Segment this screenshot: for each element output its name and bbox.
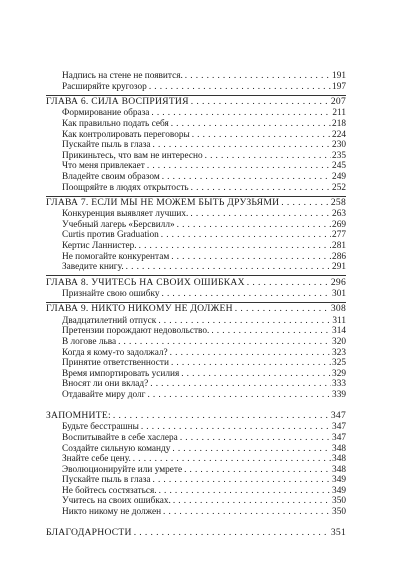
- toc-entry: [46, 140, 346, 151]
- page-number: 350: [332, 496, 346, 507]
- page-number: 197: [332, 81, 346, 92]
- page-number: 301: [332, 289, 346, 300]
- page-number: 235: [332, 150, 346, 161]
- entry-title: Признайте свою ошибку: [62, 289, 160, 300]
- toc-entry: [46, 289, 346, 300]
- toc-entry: [46, 486, 346, 497]
- dot-leader: [163, 507, 331, 518]
- dot-leader: [247, 277, 330, 289]
- dot-leader: [211, 326, 331, 337]
- dot-leader: [171, 119, 331, 130]
- entry-title: Поощряйте в людях открытость: [62, 182, 189, 193]
- page-number: 320: [332, 336, 346, 347]
- toc-entry: [46, 379, 346, 390]
- page-number: 348: [332, 443, 346, 454]
- toc-entry: [46, 390, 346, 401]
- page-number: 211: [332, 108, 346, 119]
- page-number: 218: [332, 118, 346, 129]
- dot-leader: [184, 465, 331, 476]
- entry-title: Заведите книгу.: [62, 262, 124, 273]
- dot-leader: [159, 486, 331, 497]
- entry-title: Когда я кому-то задолжал?: [62, 347, 168, 358]
- page-number: 230: [332, 140, 346, 151]
- page-number: 258: [330, 196, 346, 208]
- dot-leader: [118, 337, 331, 348]
- toc-entry: [46, 444, 346, 455]
- dot-leader: [281, 197, 330, 209]
- entry-title: Как контролировать переговоры: [62, 129, 190, 140]
- dot-leader: [113, 410, 330, 422]
- entry-title: Принятие ответственности: [62, 358, 169, 369]
- toc-entry: [46, 262, 346, 273]
- chapter-title: ГЛАВА 8. УЧИТЕСЬ НА СВОИХ ОШИБКАХ: [46, 276, 245, 288]
- toc-entry: [46, 71, 346, 82]
- toc-entry: [46, 108, 346, 119]
- dot-leader: [149, 82, 331, 93]
- toc-entry: [46, 82, 346, 93]
- dot-leader: [151, 108, 331, 119]
- dot-leader: [133, 454, 331, 465]
- toc-chapter-heading: [46, 410, 346, 423]
- entry-title: Пускайте пыль в глаза: [62, 140, 151, 151]
- page-number: 252: [332, 182, 346, 193]
- toc-entry: [46, 358, 346, 369]
- entry-title: Претензии порождают недовольство.: [62, 326, 210, 337]
- page-number: 329: [332, 368, 346, 379]
- page-number: 224: [332, 129, 346, 140]
- dot-leader: [158, 316, 331, 327]
- page-number: 207: [330, 95, 346, 107]
- toc-entry: [46, 496, 346, 507]
- dot-leader: [134, 527, 330, 539]
- toc-entry: [46, 230, 346, 241]
- toc-entry: [46, 119, 346, 130]
- page-number: 347: [330, 409, 346, 421]
- dot-leader: [171, 358, 331, 369]
- dot-leader: [162, 289, 332, 300]
- toc-entry: [46, 422, 346, 433]
- toc-entry: [46, 151, 346, 162]
- chapter-title: ГЛАВА 7. ЕСЛИ МЫ НЕ МОЖЕМ БЫТЬ ДРУЗЬЯМИ: [46, 196, 280, 208]
- toc-entry: [46, 161, 346, 172]
- toc-entry: [46, 172, 346, 183]
- toc-chapter-heading: [46, 196, 346, 210]
- page-number: 281: [332, 241, 346, 252]
- dot-leader: [205, 151, 331, 162]
- entry-title: Кертис Ланнистер.: [62, 241, 137, 252]
- dot-leader: [181, 369, 331, 380]
- entry-title: Curtis против Graduation: [62, 230, 159, 241]
- page-number: 191: [332, 71, 346, 81]
- page-number: 296: [330, 276, 346, 288]
- dot-leader: [161, 230, 331, 241]
- dot-leader: [192, 130, 331, 141]
- page-number: 286: [332, 251, 346, 262]
- dot-leader: [170, 348, 331, 359]
- dot-leader: [173, 496, 331, 507]
- toc-entry: [46, 465, 346, 476]
- entry-title: Не помогайте конкурентам: [62, 251, 170, 262]
- page-number: 348: [332, 454, 346, 465]
- page-number: 347: [332, 422, 346, 433]
- chapter-title: ГЛАВА 9. НИКТО НИКОМУ НЕ ДОЛЖЕН: [46, 303, 233, 315]
- entry-title: Владейте своим образом: [62, 171, 160, 182]
- entry-title: Никто никому не должен: [62, 507, 162, 518]
- dot-leader: [153, 140, 332, 151]
- entry-title: Прикиньтесь, что вам не интересно: [62, 150, 203, 161]
- page-number: 269: [332, 219, 346, 230]
- entry-title: Воспитывайте в себе хаслера: [62, 432, 178, 443]
- toc-entry: [46, 316, 346, 327]
- entry-title: Создайте сильную команду: [62, 443, 171, 454]
- dot-leader: [172, 444, 331, 455]
- page-number: 249: [332, 171, 346, 182]
- page-number: 350: [332, 507, 346, 518]
- entry-title: Что меня привлекает: [62, 161, 145, 172]
- entry-title: Учитесь на своих ошибках.: [62, 496, 171, 507]
- page-number: 347: [332, 432, 346, 443]
- page-number: 339: [332, 389, 346, 400]
- entry-title: Как правильно подать себя: [62, 118, 169, 129]
- toc-entry: [46, 454, 346, 465]
- toc-chapter-heading: [46, 95, 346, 109]
- chapter-title: ГЛАВА 6. СИЛА ВОСПРИЯТИЯ: [46, 95, 189, 107]
- toc-entry: [46, 130, 346, 141]
- toc-entry: [46, 183, 346, 194]
- toc-entry: [46, 252, 346, 263]
- page-number: 325: [332, 358, 346, 369]
- page-number: 323: [332, 347, 346, 358]
- toc-entry: [46, 209, 346, 220]
- entry-title: Формирование образа: [62, 108, 150, 119]
- toc-entry: [46, 369, 346, 380]
- page-number: 351: [330, 527, 346, 539]
- page-number: 291: [332, 262, 346, 273]
- entry-title: Знайте себе цену.: [62, 454, 131, 465]
- chapter-title: ЗАПОМНИТЕ:: [46, 409, 111, 421]
- entry-title: Будьте бесстрашны: [62, 422, 139, 433]
- dot-leader: [191, 96, 330, 108]
- toc-entry: [46, 475, 346, 486]
- entry-title: Двадцатилетний отпуск: [62, 315, 157, 326]
- entry-title: Пускайте пыль в глаза: [62, 475, 151, 486]
- dot-leader: [177, 220, 331, 231]
- page-number: 349: [332, 485, 346, 496]
- dot-leader: [191, 183, 331, 194]
- entry-title: В логове льва: [62, 336, 117, 347]
- toc-entry: [46, 348, 346, 359]
- dot-leader: [153, 475, 332, 486]
- dot-leader: [150, 379, 331, 390]
- dot-leader: [139, 241, 331, 252]
- entry-title: Не бойтесь состязаться.: [62, 485, 157, 496]
- entry-title: Отдавайте миру долг: [62, 389, 146, 400]
- dot-leader: [171, 252, 331, 263]
- dot-leader: [190, 209, 331, 220]
- dot-leader: [126, 262, 331, 273]
- dot-leader: [147, 390, 331, 401]
- entry-title: Надпись на стене не появится.: [62, 71, 183, 81]
- dot-leader: [162, 172, 331, 183]
- toc-entry: [46, 326, 346, 337]
- toc-chapter-heading: [46, 527, 346, 540]
- toc-entry: [46, 220, 346, 231]
- toc-chapter-heading: [46, 275, 346, 289]
- page-number: 348: [332, 464, 346, 475]
- toc-entry: [46, 337, 346, 348]
- toc-entry: [46, 241, 346, 252]
- toc-entry: [46, 433, 346, 444]
- page-number: 311: [332, 315, 346, 326]
- toc-entry: [46, 507, 346, 518]
- dot-leader: [185, 71, 331, 82]
- page-number: 263: [332, 209, 346, 220]
- dot-leader: [235, 303, 330, 315]
- page-number: 314: [332, 326, 346, 337]
- dot-leader: [180, 433, 331, 444]
- toc-chapter-heading: [46, 302, 346, 316]
- page-number: 277: [332, 230, 346, 241]
- entry-title: Эволюционируйте или умрете: [62, 464, 183, 475]
- entry-title: Учебный лагерь «Берсвилл»: [62, 219, 175, 230]
- page-number: 349: [332, 475, 346, 486]
- entry-title: Расширяйте кругозор: [62, 81, 147, 92]
- page-number: 245: [332, 161, 346, 172]
- dot-leader: [141, 422, 331, 433]
- page-number: 308: [330, 303, 346, 315]
- dot-leader: [147, 161, 331, 172]
- table-of-contents: [46, 71, 346, 539]
- entry-title: Время импортировать усилия: [62, 368, 180, 379]
- entry-title: Конкуренция выявляет лучших.: [62, 209, 189, 220]
- page-number: 333: [332, 379, 346, 390]
- entry-title: Вносят ли они вклад?: [62, 379, 149, 390]
- chapter-title: БЛАГОДАРНОСТИ: [46, 527, 132, 539]
